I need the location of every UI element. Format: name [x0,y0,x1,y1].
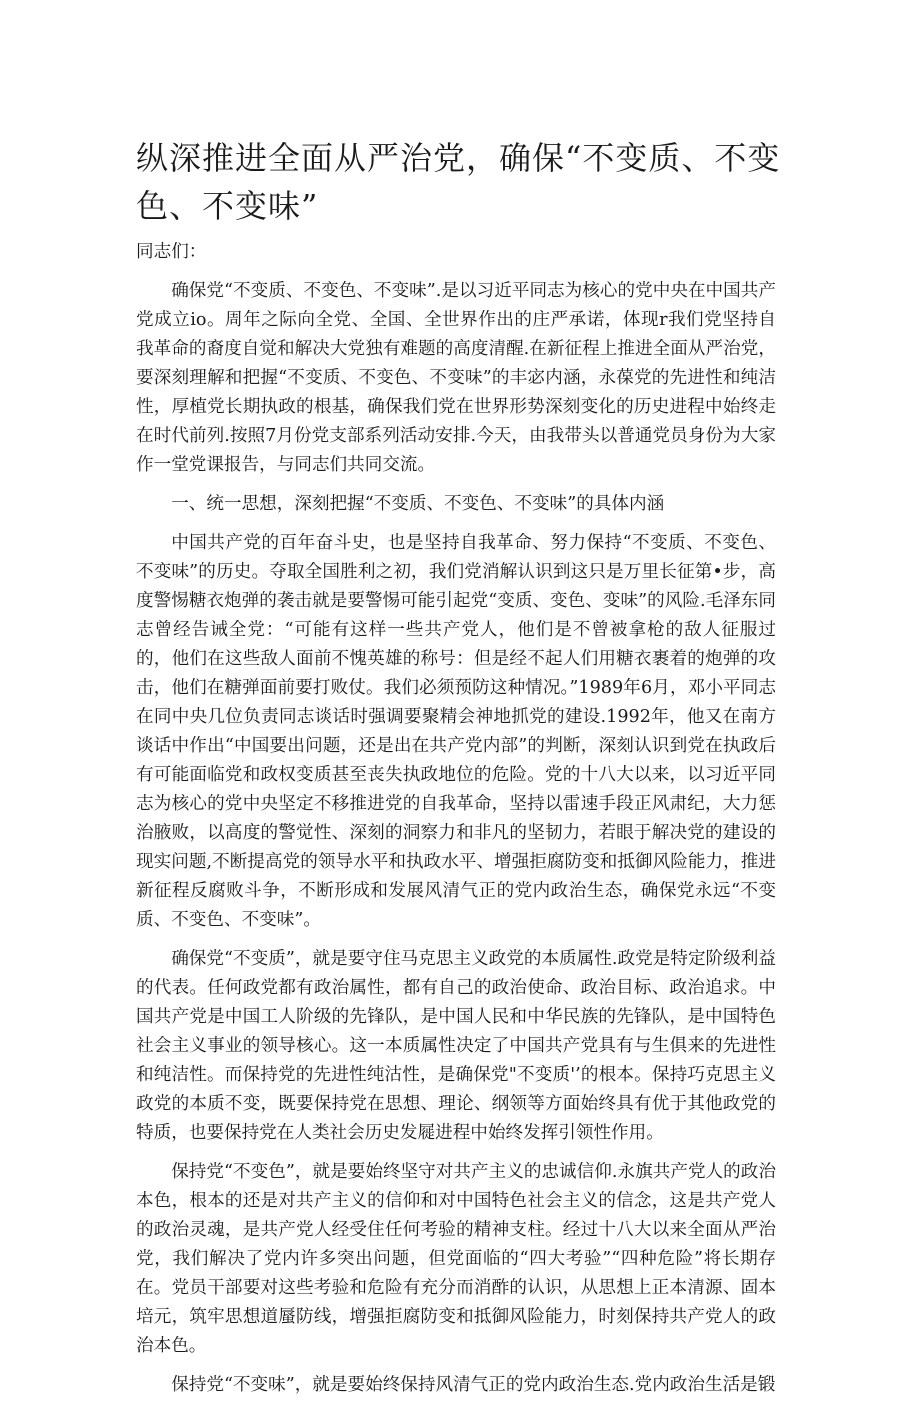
paragraph-not-change-taste: 保持党“不变味”，就是要始终保持风清气正的党内政治生态.党内政治生活是锻 [171,1375,776,1395]
paragraph-not-change-color: 保持党“不变色”，就是要始终坚守对共产主义的忠诚信仰.永旗共产党人的政治本色，根本的还是对共产主义的信仰和对中国特色社会主义的信念，这是共产党人的政治灵魂，是共产党人经受住任何考验的精神支柱。经过十八大以来全面从严治党，我们解决了党内许多突出问题，但党面临的“四大考验”“四种危险”将长期存在。党员干部要对这些考验和危险有充分而消酢的认识，从思想上正本清源、固本培元，筑牢思想道蜃防线，增强拒腐防变和抵御风险能力，时刻保持共产党人的政治本色。 [136,1162,776,1356]
document-body [136,238,776,1410]
paragraph-history: 中国共产党的百年奋斗史，也是坚持自我革命、努力保持“不变质、不变色、不变味”的历史。夺取全国胜利之初，我们党消解认识到这只是万里长征第•步，高度警惕糖衣炮弹的袭击就是要警惕可能引起党“变质、变色、变味”的风险.毛泽东同志曾经告诫全党：“可能有这样一些共产党人，他们是不曾被拿枪的敌人征服过的，他们在这些敌人面前不愧英雄的称号：但是经不起人们用糖衣裹着的炮弹的攻击，他们在糖弹面前要打败仗。我们必须预防这种情况。”1989年6月，邓小平同志在同中央几位负责同志谈话时强调要聚精会神地抓党的建设.1992年，他又在南方谈话中作出“中国要出问题，还是出在共产党内部”的判断，深刻认识到党在执政后有可能面临党和政权变质甚至丧失执政地位的危险。党的十八大以来，以习近平同志为核心的党中央坚定不移推进党的自我革命，坚持以雷速手段正风肃纪，大力惩治腋败，以高度的警觉性、深刻的洞察力和非凡的坚韧力，若眼于解决党的建设的现实问题,不断提高党的领导水平和执政水平、增强拒腐防变和抵御风险能力，推进新征程反腐败斗争，不断形成和发展风清气正的党内政治生态，确保党永远“不变质、不变色、不变味”。 [136,533,776,930]
paragraph-not-change-nature: 确保党“不变质”，就是要守住马克思主义政党的本质属性.政党是特定阶级利益的代表。任何政党都有政治属性，都有自己的政治使命、政治目标、政治追求。中国共产党是中国工人阶级的先锋队，是中国人民和中华民族的先锋队，是中国特色社会主义事业的领导核心。这一本质属性决定了中国共产党具有与生俱来的先进性和纯洁性。而保持党的先进性纯沽性，是确保党"不变质'’的根本。保持巧克思主义政党的本质不变，既要保持党在思想、理论、纲领等方面始终具有优于其他政党的特质，也要保持党在人类社会历史发屣进程中始终发挥引领性作用。 [136,949,776,1143]
section-heading-1: 一、统一思想，深刻把握“不变质、不变色、不变味”的具体内涵 [171,494,665,514]
document-title: 纵深推进全面从严治党，确保“不变质、不变色、不变味” [136,139,781,225]
paragraph-intro: 确保党“不变质、不变色、不变味”.是以习近平同志为核心的党中央在中国共产党成立io。周年之际向全党、全国、全世界作出的庄严承诺，体现r我们党坚持自我革命的裔度自觉和解决大党独有难题的高度清醒.在新征程上推进全面从严治党，要深刻理解和把握“不变质、不变色、不变味”的丰宓内涵，永葆党的先进性和纯洁性，厚植党长期执政的根基，确保我们党在世界形势深刻变化的历史进程中始终走在时代前列.按照7月份党支部系列活动安排.今天，由我带头以普通党员身份为大家作一堂党课报告，与同志们共同交流。 [136,281,776,475]
salutation: 同志们： [136,242,207,262]
